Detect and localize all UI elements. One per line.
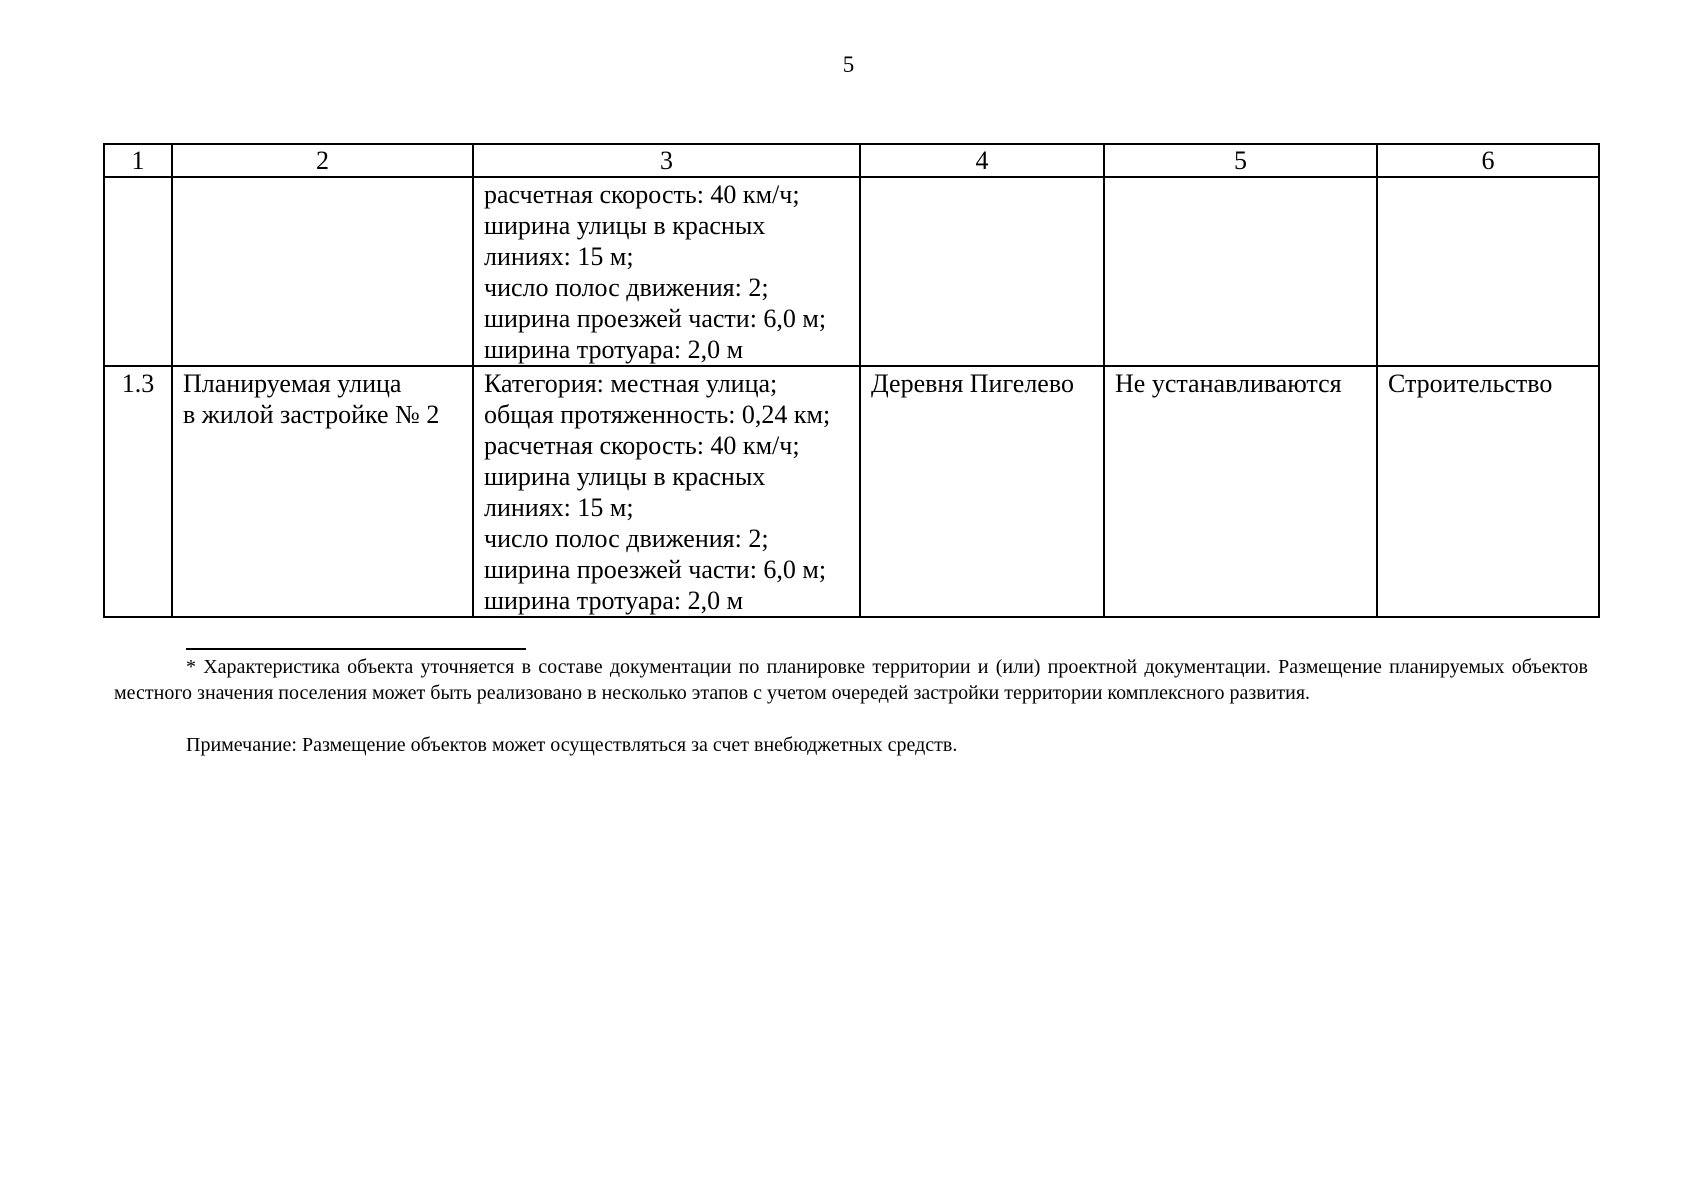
characteristics-line: ширина тротуара: 2,0 м — [484, 586, 744, 615]
objects-table-container — [103, 143, 1598, 618]
characteristics-line: ширина проезжей части: 6,0 м; — [484, 555, 827, 584]
characteristics-line: ширина тротуара: 2,0 м — [484, 335, 744, 364]
object-name-line: Планируемая улица — [183, 369, 402, 398]
row-number-cell: 1.3 — [104, 366, 172, 617]
footnote-separator — [186, 648, 526, 650]
characteristics-cell — [473, 177, 860, 366]
column-header-1: 1 — [104, 144, 172, 177]
table-header-row — [104, 144, 1599, 177]
table-row — [104, 177, 1599, 366]
column-header-4: 4 — [860, 144, 1104, 177]
characteristics-line: число полос движения: 2; — [484, 273, 769, 302]
column-header-6: 6 — [1377, 144, 1599, 177]
characteristics-line: ширина проезжей части: 6,0 м; — [484, 304, 827, 333]
characteristics-line: ширина улицы в красных — [484, 211, 766, 240]
page-number: 5 — [842, 52, 855, 77]
location-cell — [860, 177, 1104, 366]
activity-type-cell: Строительство — [1377, 366, 1599, 617]
characteristics-line: число полос движения: 2; — [484, 524, 769, 553]
table-row — [104, 366, 1599, 617]
characteristics-line: расчетная скорость: 40 км/ч; — [484, 431, 800, 460]
column-header-5: 5 — [1104, 144, 1377, 177]
object-name-line: в жилой застройке № 2 — [183, 400, 440, 429]
footnote-characteristics: * Характеристика объекта уточняется в составе документации по планировке территории и (или) проектной документации. Размещение планируемых объектов местного значения поселения может быть реализовано в несколько этапов с учетом очередей застройки территории комплексного развития. — [114, 656, 1588, 704]
activity-type-cell — [1377, 177, 1599, 366]
row-number-cell — [104, 177, 172, 366]
zones-cell: Не устанавливаются — [1104, 366, 1377, 617]
column-header-3: 3 — [473, 144, 860, 177]
object-name-cell — [172, 177, 473, 366]
object-name-cell — [172, 366, 473, 617]
location-cell: Деревня Пигелево — [860, 366, 1104, 617]
characteristics-line: линиях: 15 м; — [484, 493, 634, 522]
characteristics-line: расчетная скорость: 40 км/ч; — [484, 180, 800, 209]
zones-cell — [1104, 177, 1377, 366]
objects-table — [103, 143, 1600, 618]
characteristics-line: общая протяженность: 0,24 км; — [484, 400, 831, 429]
column-header-2: 2 — [172, 144, 473, 177]
characteristics-line: линиях: 15 м; — [484, 242, 634, 271]
characteristics-line: Категория: местная улица; — [484, 369, 778, 398]
characteristics-cell — [473, 366, 860, 617]
characteristics-line: ширина улицы в красных — [484, 462, 766, 491]
footnote-note: Примечание: Размещение объектов может осуществляться за счет внебюджетных средств. — [186, 734, 958, 756]
